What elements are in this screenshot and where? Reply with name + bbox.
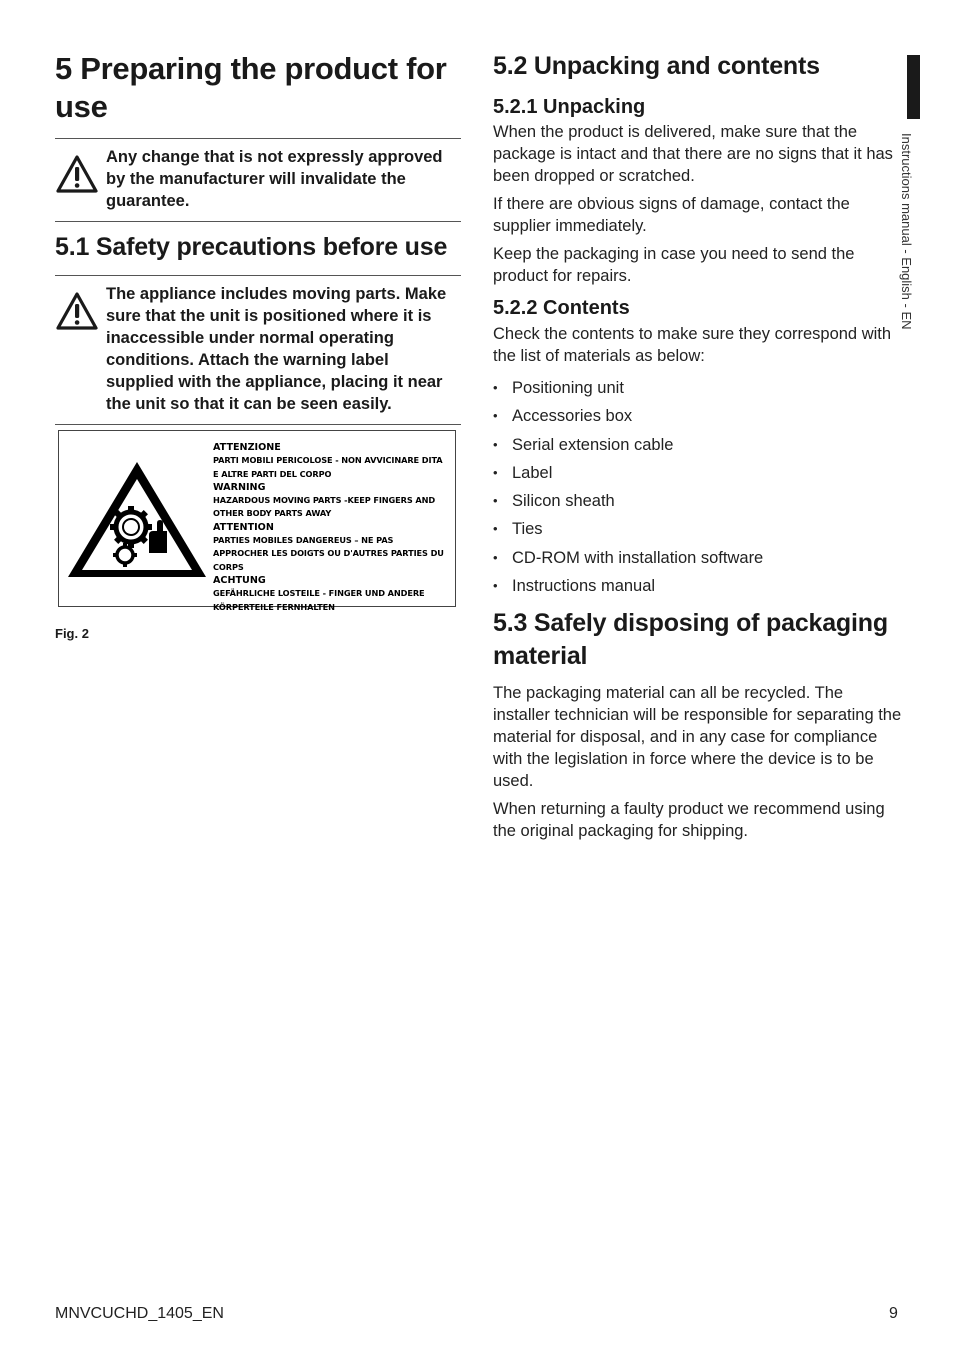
subsection-title-5-2-1: 5.2.1 Unpacking (493, 96, 646, 118)
list-item: • CD-ROM with installation software (493, 544, 903, 572)
section-title-5-3: 5.3 Safely disposing of packaging material (493, 609, 888, 671)
label-message: HAZARDOUS MOVING PARTS -KEEP FINGERS AND OTHER BODY PARTS AWAY (213, 495, 436, 519)
figure-caption: Fig. 2 (55, 626, 89, 641)
list-item: • Silicon sheath (493, 487, 903, 515)
warning-triangle-icon (55, 154, 99, 194)
label-lang-heading: WARNING (213, 481, 266, 493)
list-item: • Instructions manual (493, 572, 903, 600)
warning-text: Any change that is not expressly approved by the manufacturer will invalidate the guarantee. (106, 148, 443, 210)
warning-label-figure (58, 430, 456, 612)
label-lang-heading: ACHTUNG (213, 574, 266, 586)
side-tab-text: Instructions manual - English - EN (899, 133, 914, 330)
divider (55, 424, 461, 425)
section-title-5-2: 5.2 Unpacking and contents (493, 52, 820, 80)
paragraph: Keep the packaging in case you need to send the product for repairs. (493, 245, 855, 285)
left-column (55, 50, 461, 425)
warning-notice-moving-parts (55, 276, 461, 424)
label-lang-heading: ATTENZIONE (213, 442, 281, 453)
contents-list (493, 374, 903, 600)
subsection-title-5-2-2: 5.2.2 Contents (493, 297, 630, 319)
chapter-title: 5 Preparing the product for use (55, 51, 447, 124)
footer-page-number: 9 (889, 1305, 898, 1322)
moving-parts-hazard-icon (65, 457, 210, 582)
label-lang-heading: ATTENTION (213, 521, 274, 533)
footer-doc-code: MNVCUCHD_1405_EN (55, 1305, 224, 1322)
paragraph: When the product is delivered, make sure that the package is intact and that there are no signs that it has been dropped or scratched. (493, 123, 893, 185)
list-item: • Ties (493, 515, 903, 543)
list-item: • Accessories box (493, 402, 903, 430)
warning-notice-guarantee (55, 139, 461, 221)
right-column (493, 50, 903, 842)
side-tab-marker (907, 55, 920, 119)
warning-text: The appliance includes moving parts. Make sure that the unit is positioned where it is inaccessible under normal operating conditions. Attach the warning label supplied with the appliance, placing it near the unit so that it can be seen easily. (106, 285, 447, 413)
list-item: • Positioning unit (493, 374, 903, 402)
label-message: PARTI MOBILI PERICOLOSE - NON AVVICINARE DITA E ALTRE PARTI DEL CORPO (213, 455, 443, 479)
label-message: GEFÄHRLICHE LOSTEILE - FINGER UND ANDERE KÖRPERTEILE FERNHALTEN (213, 588, 425, 612)
paragraph: The packaging material can all be recycled. The installer technician will be responsible for separating the material for disposal, and in any case for compliance with the legislation in force where the device is to be used. (493, 684, 902, 791)
paragraph: When returning a faulty product we recommend using the original packaging for shipping. (493, 800, 885, 841)
paragraph: Check the contents to make sure they correspond with the list of materials as below: (493, 325, 892, 365)
warning-triangle-icon (55, 291, 99, 331)
warning-label-text (213, 441, 449, 614)
paragraph: If there are obvious signs of damage, contact the supplier immediately. (493, 195, 850, 235)
section-title-5-1: 5.1 Safety precautions before use (55, 233, 448, 261)
label-message: PARTIES MOBILES DANGEREUS – NE PAS APPROCHER LES DOIGTS OU D'AUTRES PARTIES DU CORPS (213, 535, 444, 572)
list-item: • Serial extension cable (493, 431, 903, 459)
list-item: • Label (493, 459, 903, 487)
